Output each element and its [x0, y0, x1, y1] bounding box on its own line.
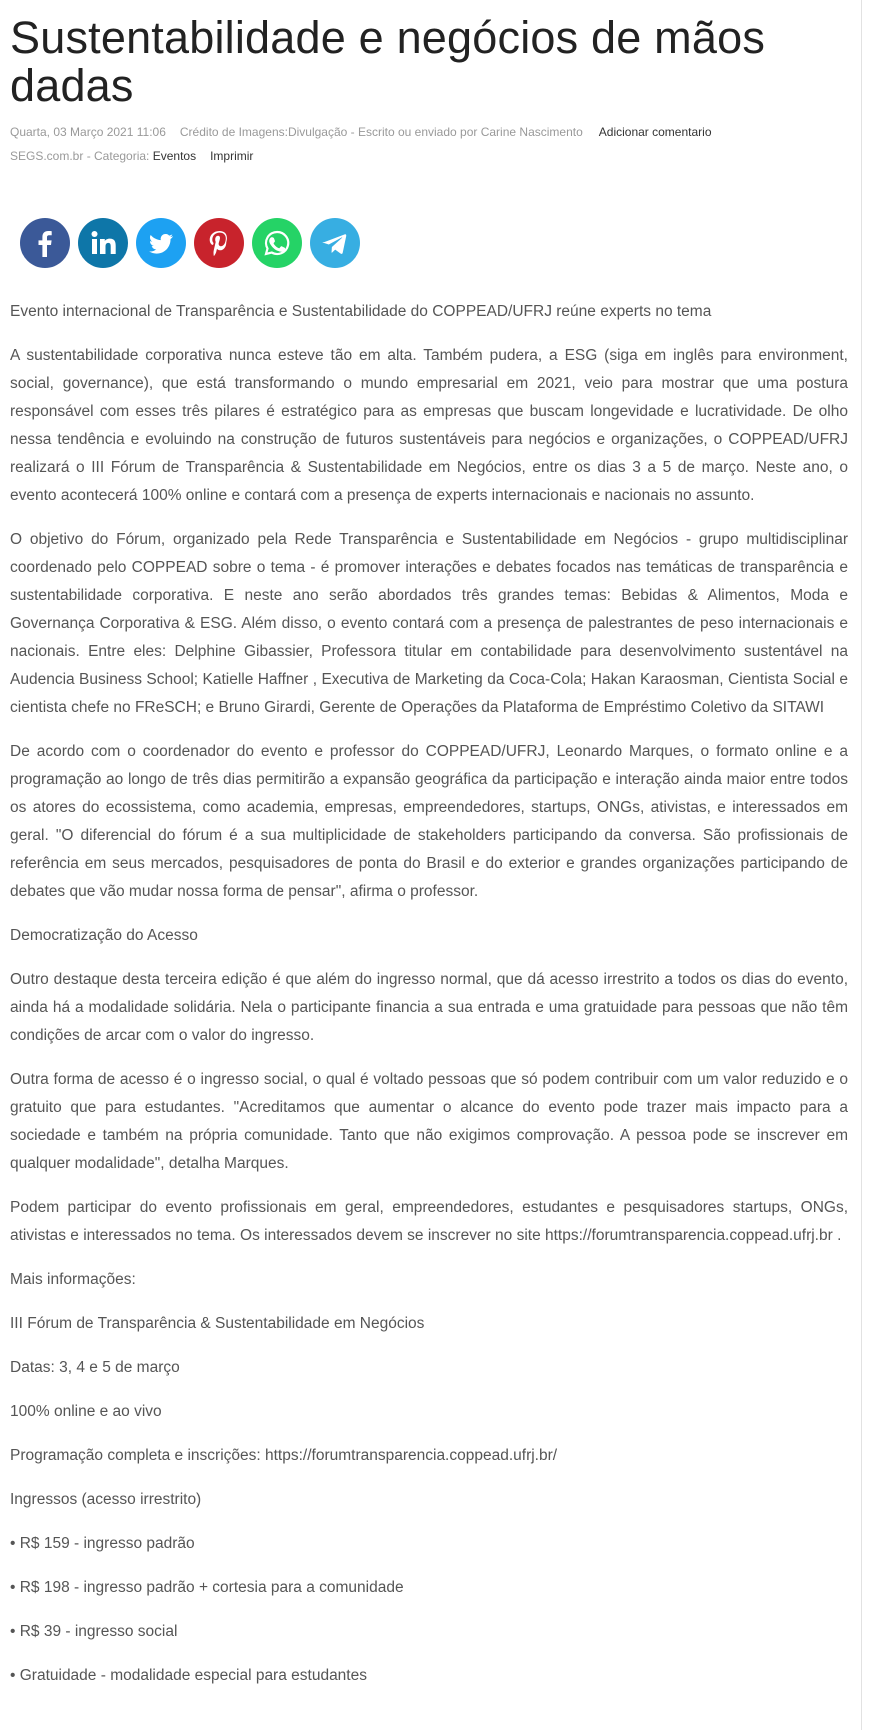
- article-paragraph: Podem participar do evento profissionais em geral, empreendedores, estudantes e pesquisadores startups, ONGs, ativistas e interessados no tema. Os interessados devem se inscrever no site https://forumtransparencia.coppead.ufrj.br .: [10, 1199, 848, 1244]
- article-body: [10, 298, 848, 1690]
- event-dates: Datas: 3, 4 e 5 de março: [10, 1359, 180, 1376]
- info-heading: Mais informações:: [10, 1271, 136, 1288]
- event-name: III Fórum de Transparência & Sustentabilidade em Negócios: [10, 1315, 425, 1332]
- article-date: Quarta, 03 Março 2021 11:06: [10, 125, 166, 139]
- ticket-item: • R$ 159 - ingresso padrão: [10, 1535, 195, 1552]
- telegram-share-button[interactable]: [310, 218, 360, 268]
- article-paragraph: Outra forma de acesso é o ingresso social, o qual é voltado pessoas que só podem contribuir com um valor reduzido e o gratuito que para estudantes. "Acreditamos que aumentar o alcance do evento pode trazer mais impacto para a sociedade e também na própria comunidade. Tanto que não exigimos comprovação. A pessoa pode se inscrever em qualquer modalidade", detalha Marques.: [10, 1071, 848, 1172]
- ticket-item: • R$ 198 - ingresso padrão + cortesia para a comunidade: [10, 1579, 404, 1596]
- image-credit: Crédito de Imagens:Divulgação - Escrito ou enviado por Carine Nascimento: [179, 125, 583, 139]
- article-paragraph: Outro destaque desta terceira edição é que além do ingresso normal, que dá acesso irrestrito a todos os dias do evento, ainda há a modalidade solidária. Nela o participante financia a sua entrada e uma gratuidade para pessoas que não têm condições de arcar com o valor do ingresso.: [10, 971, 848, 1044]
- ticket-item: • Gratuidade - modalidade especial para estudantes: [10, 1667, 367, 1684]
- article-paragraph: O objetivo do Fórum, organizado pela Rede Transparência e Sustentabilidade em Negócios - grupo multidisciplinar coordenado pelo COPPEAD sobre o tema - é promover interações e debates focados nas temáticas de transparência e sustentabilidade corporativa. E neste ano serão abordados três grandes temas: Bebidas & Alimentos, Moda e Governança Corporativa & ESG. Além disso, o evento contará com a presença de palestrantes de peso internacionais e nacionais. Entre eles: Delphine Gibassier, Professora titular em contabilidade para desenvolvimento sustentável na Audencia Business School; Katielle Haffner , Executiva de Marketing da Coca-Cola; Hakan Karaosman, Cientista Social e cientista chefe no FReSCH; e Bruno Girardi, Gerente de Operações da Plataforma de Empréstimo Coletivo da SITAWI: [10, 531, 848, 716]
- ticket-item: • R$ 39 - ingresso social: [10, 1623, 178, 1640]
- category-link[interactable]: Eventos: [152, 149, 197, 163]
- pinterest-share-button[interactable]: [194, 218, 244, 268]
- twitter-icon: [146, 228, 176, 258]
- facebook-icon: [30, 228, 60, 258]
- event-format: 100% online e ao vivo: [10, 1403, 162, 1420]
- telegram-icon: [320, 228, 350, 258]
- article-paragraph: A sustentabilidade corporativa nunca esteve tão em alta. Também pudera, a ESG (siga em inglês para environment, social, governance), que está transformando o mundo empresarial em 2021, veio para mostrar que uma postura responsável com esses três pilares é estratégico para as empresas que buscam longevidade e lucratividade. De olho nessa tendência e evoluindo na construção de futuros sustentáveis para negócios e organizações, o COPPEAD/UFRJ realizará o III Fórum de Transparência & Sustentabilidade em Negócios, entre os dias 3 a 5 de março. Neste ano, o evento acontecerá 100% online e contará com a presença de experts internacionais e nacionais no assunto.: [10, 347, 848, 504]
- linkedin-icon: [88, 228, 118, 258]
- pinterest-icon: [204, 228, 234, 258]
- right-divider: [861, 0, 862, 1730]
- add-comment-link[interactable]: Adicionar comentario: [598, 125, 712, 139]
- whatsapp-icon: [262, 228, 292, 258]
- share-buttons: [20, 218, 848, 268]
- event-registration: Programação completa e inscrições: https://forumtransparencia.coppead.ufrj.br/: [10, 1447, 558, 1464]
- facebook-share-button[interactable]: [20, 218, 70, 268]
- article-lead: Evento internacional de Transparência e Sustentabilidade do COPPEAD/UFRJ reúne experts no tema: [10, 303, 712, 320]
- whatsapp-share-button[interactable]: [252, 218, 302, 268]
- linkedin-share-button[interactable]: [78, 218, 128, 268]
- twitter-share-button[interactable]: [136, 218, 186, 268]
- article-title: Sustentabilidade e negócios de mãos dadas: [10, 12, 766, 111]
- category-prefix: SEGS.com.br - Categoria:: [10, 149, 150, 163]
- article-meta: [10, 124, 848, 140]
- article-paragraph: De acordo com o coordenador do evento e professor do COPPEAD/UFRJ, Leonardo Marques, o formato online e a programação ao longo de três dias permitirão a expansão geográfica da participação e interação ainda maior entre todos os atores do ecossistema, como academia, empresas, empreendedores, startups, ONGs, ativistas, e interessados em geral. "O diferencial do fórum é a sua multiplicidade de stakeholders participando da conversa. São profissionais de referência em seus mercados, pesquisadores de ponta do Brasil e do exterior e grandes organizações participando de debates que vão mudar nossa forma de pensar", afirma o professor.: [10, 743, 848, 900]
- section-heading: Democratização do Acesso: [10, 927, 198, 944]
- article: [10, 14, 848, 1706]
- article-category-row: [10, 148, 848, 164]
- tickets-heading: Ingressos (acesso irrestrito): [10, 1491, 202, 1508]
- print-link[interactable]: Imprimir: [210, 149, 254, 163]
